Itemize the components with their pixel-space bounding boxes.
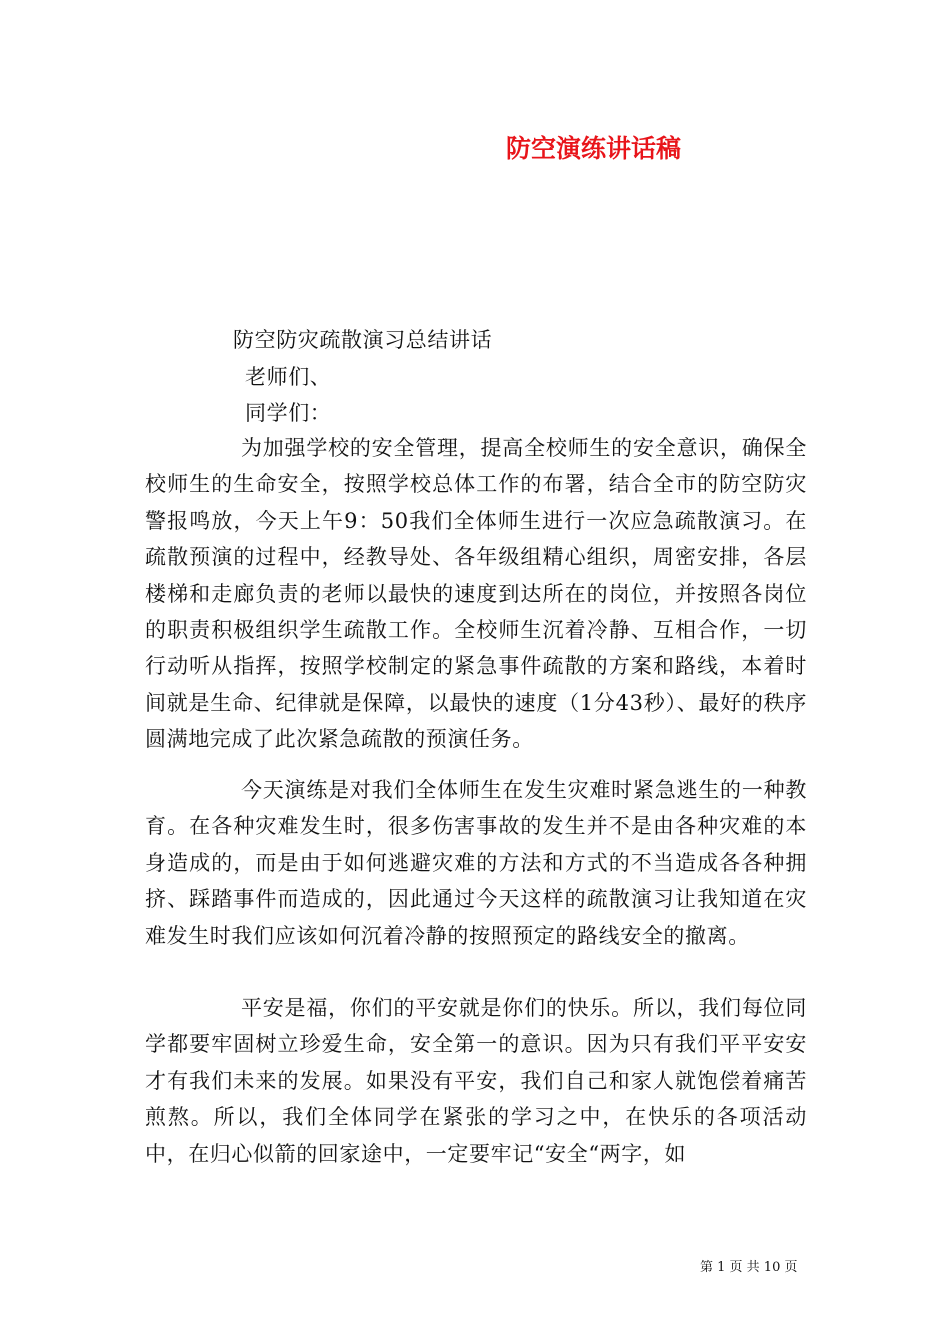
speech-heading: 防空防灾疏散演习总结讲话: [233, 328, 493, 352]
greeting-students: 同学们：: [245, 401, 332, 425]
body-paragraph: 平安是福，你们的平安就是你们的快乐。所以，我们每位同学都要牢固树立珍爱生命，安全第一的意识。因为只有我们平平安安才有我们未来的发展。如果没有平安，我们自己和家人就饱偿着痛苦煎熬。所以，我们全体同学在紧张的学习之中，在快乐的各项活动中，在归心似箭的回家途中，一定要牢记“安全“两字，如: [145, 996, 807, 1166]
document-title: 防空演练讲话稿: [506, 134, 682, 163]
page-number-footer: 第 1 页 共 10 页: [700, 1260, 798, 1275]
body-paragraph: 为加强学校的安全管理，提高全校师生的安全意识，确保全校师生的生命安全，按照学校总体工作的布署，结合全市的防空防灾警报鸣放，今天上午9：50我们全体师生进行一次应急疏散演习。在疏散预演的过程中，经教导处、各年级组精心组织，周密安排，各层楼梯和走廊负责的老师以最快的速度到达所在的岗位，并按照各岗位的职责积极组织学生疏散工作。全校师生沉着冷静、互相合作，一切行动听从指挥，按照学校制定的紧急事件疏散的方案和路线，本着时间就是生命、纪律就是保障，以最快的速度（1分43秒）、最好的秩序圆满地完成了此次紧急疏散的预演任务。: [145, 436, 807, 752]
greeting-teachers: 老师们、: [245, 365, 332, 389]
body-paragraph: 今天演练是对我们全体师生在发生灾难时紧急逃生的一种教育。在各种灾难发生时，很多伤害事故的发生并不是由各种灾难的本身造成的，而是由于如何逃避灾难的方法和方式的不当造成各各种拥挤、踩踏事件而造成的，因此通过今天这样的疏散演习让我知道在灾难发生时我们应该如何沉着冷静的按照预定的路线安全的撤离。: [145, 778, 807, 948]
